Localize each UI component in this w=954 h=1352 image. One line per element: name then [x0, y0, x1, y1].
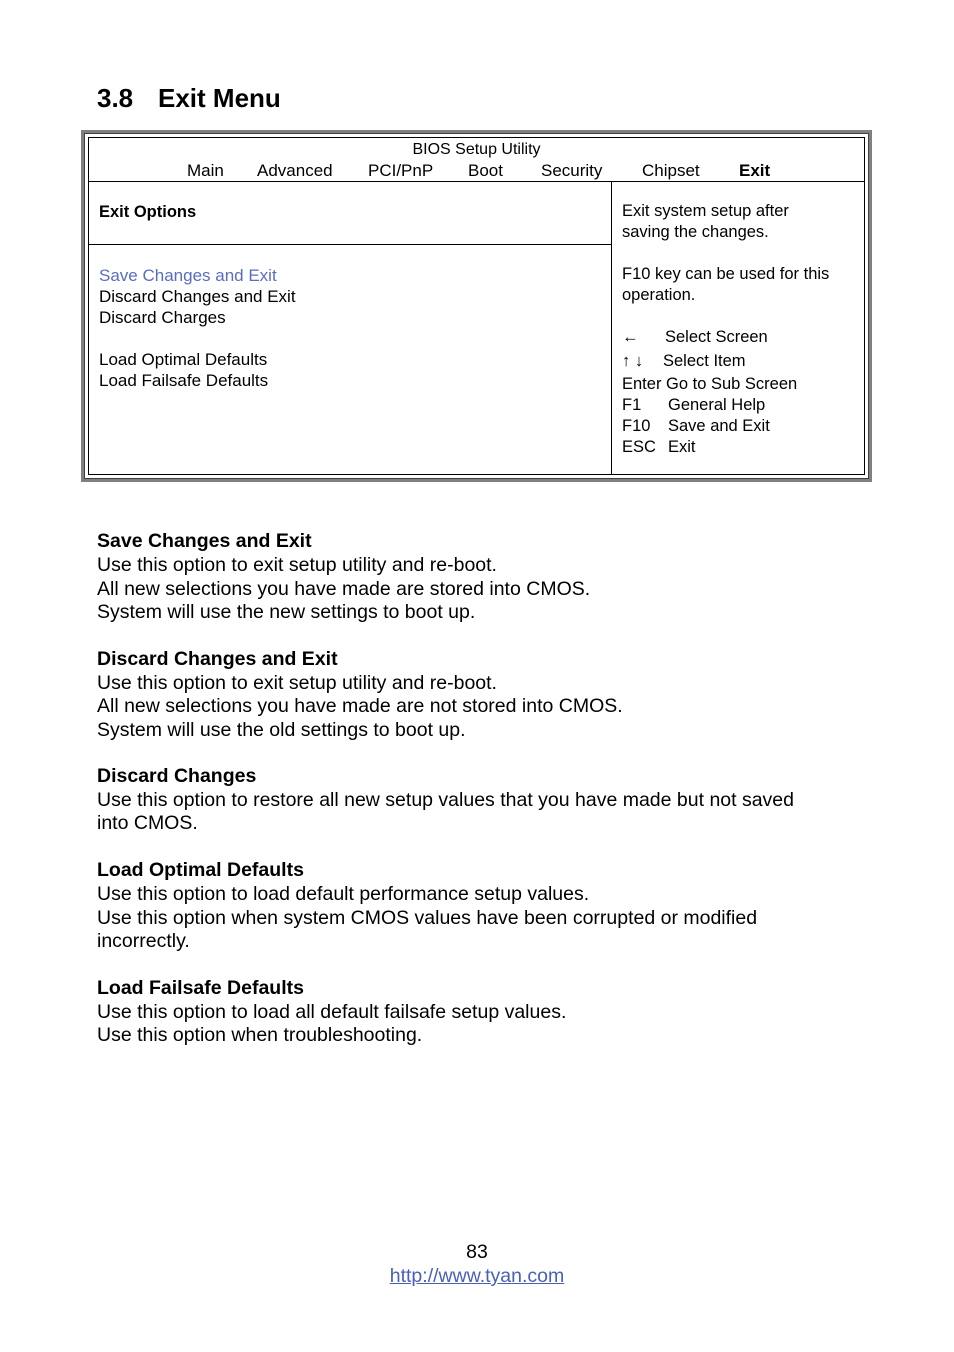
desc-line: Use this option to load all default failsafe setup values.	[97, 1001, 567, 1023]
key-hint-exit	[622, 437, 696, 458]
tab-exit[interactable]: Exit	[739, 161, 771, 180]
section-number: 3.8	[97, 83, 134, 113]
desc-line: All new selections you have made are stored into CMOS.	[97, 578, 591, 600]
option-discard-changes[interactable]: Discard Charges	[99, 308, 226, 327]
tab-security[interactable]: Security	[541, 161, 603, 180]
desc-heading-save-changes-and-exit: Save Changes and Exit	[97, 530, 312, 552]
desc-line: into CMOS.	[97, 812, 198, 834]
footer	[0, 1264, 954, 1288]
desc-heading-load-optimal-defaults: Load Optimal Defaults	[97, 859, 304, 881]
key-hint-general-help	[622, 395, 765, 416]
tab-main[interactable]: Main	[187, 161, 224, 180]
pane-divider	[89, 244, 611, 245]
tab-pci-pnp[interactable]: PCI/PnP	[368, 161, 434, 180]
bios-window	[88, 137, 865, 475]
key-name: ESC	[622, 438, 656, 456]
key-desc: Exit	[668, 438, 696, 456]
section-title	[97, 82, 281, 114]
desc-line: Use this option to restore all new setup values that you have made but not saved	[97, 789, 795, 811]
desc-line: All new selections you have made are not stored into CMOS.	[97, 695, 623, 717]
desc-line: System will use the new settings to boot up.	[97, 601, 476, 623]
key-name: F1	[622, 396, 642, 414]
left-arrow-icon: ←	[622, 328, 639, 346]
key-desc: Save and Exit	[668, 417, 770, 435]
option-load-failsafe-defaults[interactable]: Load Failsafe Defaults	[99, 371, 269, 390]
option-save-changes-and-exit[interactable]: Save Changes and Exit	[99, 266, 277, 285]
help-text-line: Exit system setup after	[622, 202, 789, 220]
key-desc: Select Screen	[665, 328, 768, 346]
bios-screenshot	[81, 130, 872, 482]
bios-title: BIOS Setup Utility	[412, 141, 541, 158]
desc-line: Use this option when troubleshooting.	[97, 1024, 423, 1046]
section-title-text: Exit Menu	[158, 83, 281, 113]
key-hint-sub-screen	[622, 374, 797, 395]
desc-heading-discard-changes: Discard Changes	[97, 765, 257, 787]
desc-line: System will use the old settings to boot up.	[97, 719, 466, 741]
help-pane	[622, 182, 858, 474]
pane-heading: Exit Options	[99, 203, 197, 221]
help-text-line: saving the changes.	[622, 223, 769, 241]
page-number: 83	[466, 1241, 488, 1263]
option-discard-changes-and-exit[interactable]: Discard Changes and Exit	[99, 287, 296, 306]
options-pane	[89, 182, 612, 474]
key-hint-select-item	[622, 351, 746, 372]
key-name: F10	[622, 417, 651, 435]
help-text-line: operation.	[622, 286, 696, 304]
key-name: Enter	[622, 375, 662, 393]
up-down-arrow-icon: ↑ ↓	[622, 352, 644, 370]
tab-advanced[interactable]: Advanced	[257, 161, 333, 180]
desc-line: Use this option to exit setup utility and re-boot.	[97, 554, 497, 576]
key-desc: Select Item	[663, 352, 746, 370]
desc-heading-discard-changes-and-exit: Discard Changes and Exit	[97, 648, 338, 670]
desc-line: Use this option when system CMOS values have been corrupted or modified	[97, 907, 758, 929]
key-hint-select-screen	[622, 327, 768, 348]
tab-boot[interactable]: Boot	[468, 161, 503, 180]
desc-line: Use this option to exit setup utility and re-boot.	[97, 672, 497, 694]
option-load-optimal-defaults[interactable]: Load Optimal Defaults	[99, 350, 268, 369]
desc-heading-load-failsafe-defaults: Load Failsafe Defaults	[97, 977, 304, 999]
key-desc: General Help	[668, 396, 766, 414]
bios-header	[89, 138, 864, 182]
key-desc: Go to Sub Screen	[666, 375, 798, 393]
website-link[interactable]: http://www.tyan.com	[389, 1265, 565, 1287]
help-text-line: F10 key can be used for this	[622, 265, 830, 283]
tab-chipset[interactable]: Chipset	[642, 161, 700, 180]
desc-line: Use this option to load default performance setup values.	[97, 883, 590, 905]
desc-line: incorrectly.	[97, 930, 190, 952]
key-hint-save-and-exit	[622, 416, 770, 437]
